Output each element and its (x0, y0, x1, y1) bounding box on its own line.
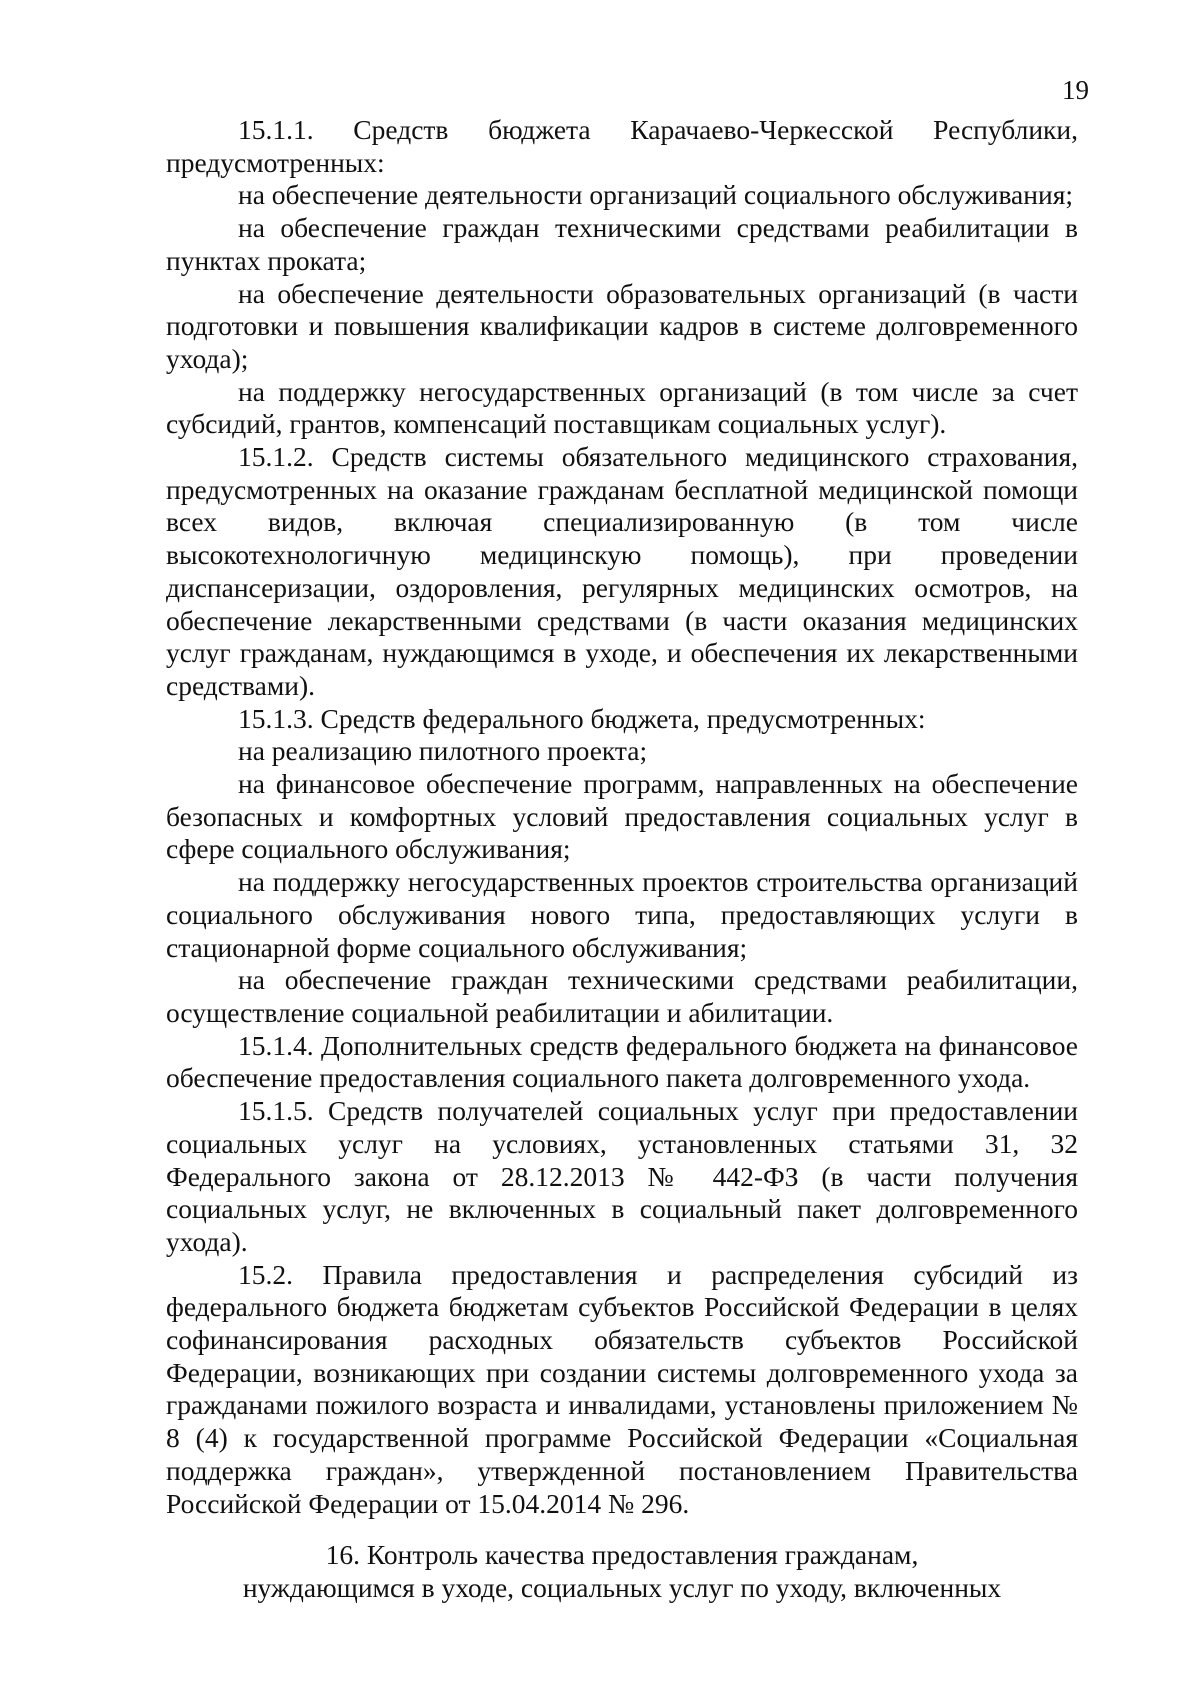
paragraph-15-1-1: 15.1.1. Средств бюджета Карачаево-Черкесской Республики, предусмотренных: (166, 114, 1078, 178)
paragraph-item: на обеспечение деятельности организаций социального обслуживания; (238, 179, 1073, 211)
paragraph-15-2: 15.2. Правила предоставления и распределения субсидий из федерального бюджета бюджетам субъектов Российской Федерации в целях софинансирования расходных обязательств субъектов Российской Федерации, возникающих при создании системы долговременного ухода за гражданами пожилого возраста и инвалидами, установлены приложением № 8 (4) к государственной программе Российской Федерации «Социальная поддержка граждан», утвержденной постановлением Правительства Российской Федерации от 15.04.2014 № 296. (166, 1258, 1078, 1519)
paragraph-item: на реализацию пилотного проекта; (238, 735, 648, 767)
paragraph-item: на поддержку негосударственных проектов строительства организаций социального обслуживания нового типа, предоставляющих услуги в стационарной форме социального обслуживания; (166, 866, 1078, 963)
paragraph-15-1-5: 15.1.5. Средств получателей социальных услуг при предоставлении социальных услуг на условиях, установленных статьями 31, 32 Федерального закона от 28.12.2013 № 442-ФЗ (в части получения социальных услуг, не включенных в социальный пакет долговременного ухода). (166, 1095, 1078, 1257)
paragraph-15-1-2: 15.1.2. Средств системы обязательного медицинского страхования, предусмотренных на оказание гражданам бесплатной медицинской помощи всех видов, включая специализированную (в том числе высокотехнологичную медицинскую помощь), при проведении диспансеризации, оздоровления, регулярных медицинских осмотров, на обеспечение лекарственными средствами (в части оказания медицинских услуг гражданам, нуждающимся в уходе, и обеспечения их лекарственными средствами). (166, 441, 1078, 701)
paragraph-15-1-4: 15.1.4. Дополнительных средств федерального бюджета на финансовое обеспечение предоставления социального пакета долговременного ухода. (166, 1029, 1078, 1094)
section-heading-line: 16. Контроль качества предоставления гражданам, (325, 1539, 919, 1570)
section-heading-line: нуждающимся в уходе, социальных услуг по уходу, включенных (242, 1572, 1002, 1603)
paragraph-item: на обеспечение граждан техническими средствами реабилитации в пунктах проката; (166, 212, 1078, 276)
document-body (166, 114, 1078, 1520)
paragraph-item: на обеспечение деятельности образовательных организаций (в части подготовки и повышения квалификации кадров в системе долговременного ухода); (166, 277, 1078, 374)
paragraph-item: на поддержку негосударственных организаций (в том числе за счет субсидий, грантов, компенсаций поставщикам социальных услуг). (166, 375, 1078, 440)
paragraph-15-1-3: 15.1.3. Средств федерального бюджета, предусмотренных: (238, 702, 926, 734)
paragraph-item: на обеспечение граждан техническими средствами реабилитации, осуществление социальной реабилитации и абилитации. (166, 964, 1078, 1028)
section-heading-16 (166, 1538, 1078, 1604)
page-number: 19 (1062, 75, 1089, 105)
paragraph-item: на финансовое обеспечение программ, направленных на обеспечение безопасных и комфортных условий предоставления социальных услуг в сфере социального обслуживания; (166, 768, 1078, 865)
